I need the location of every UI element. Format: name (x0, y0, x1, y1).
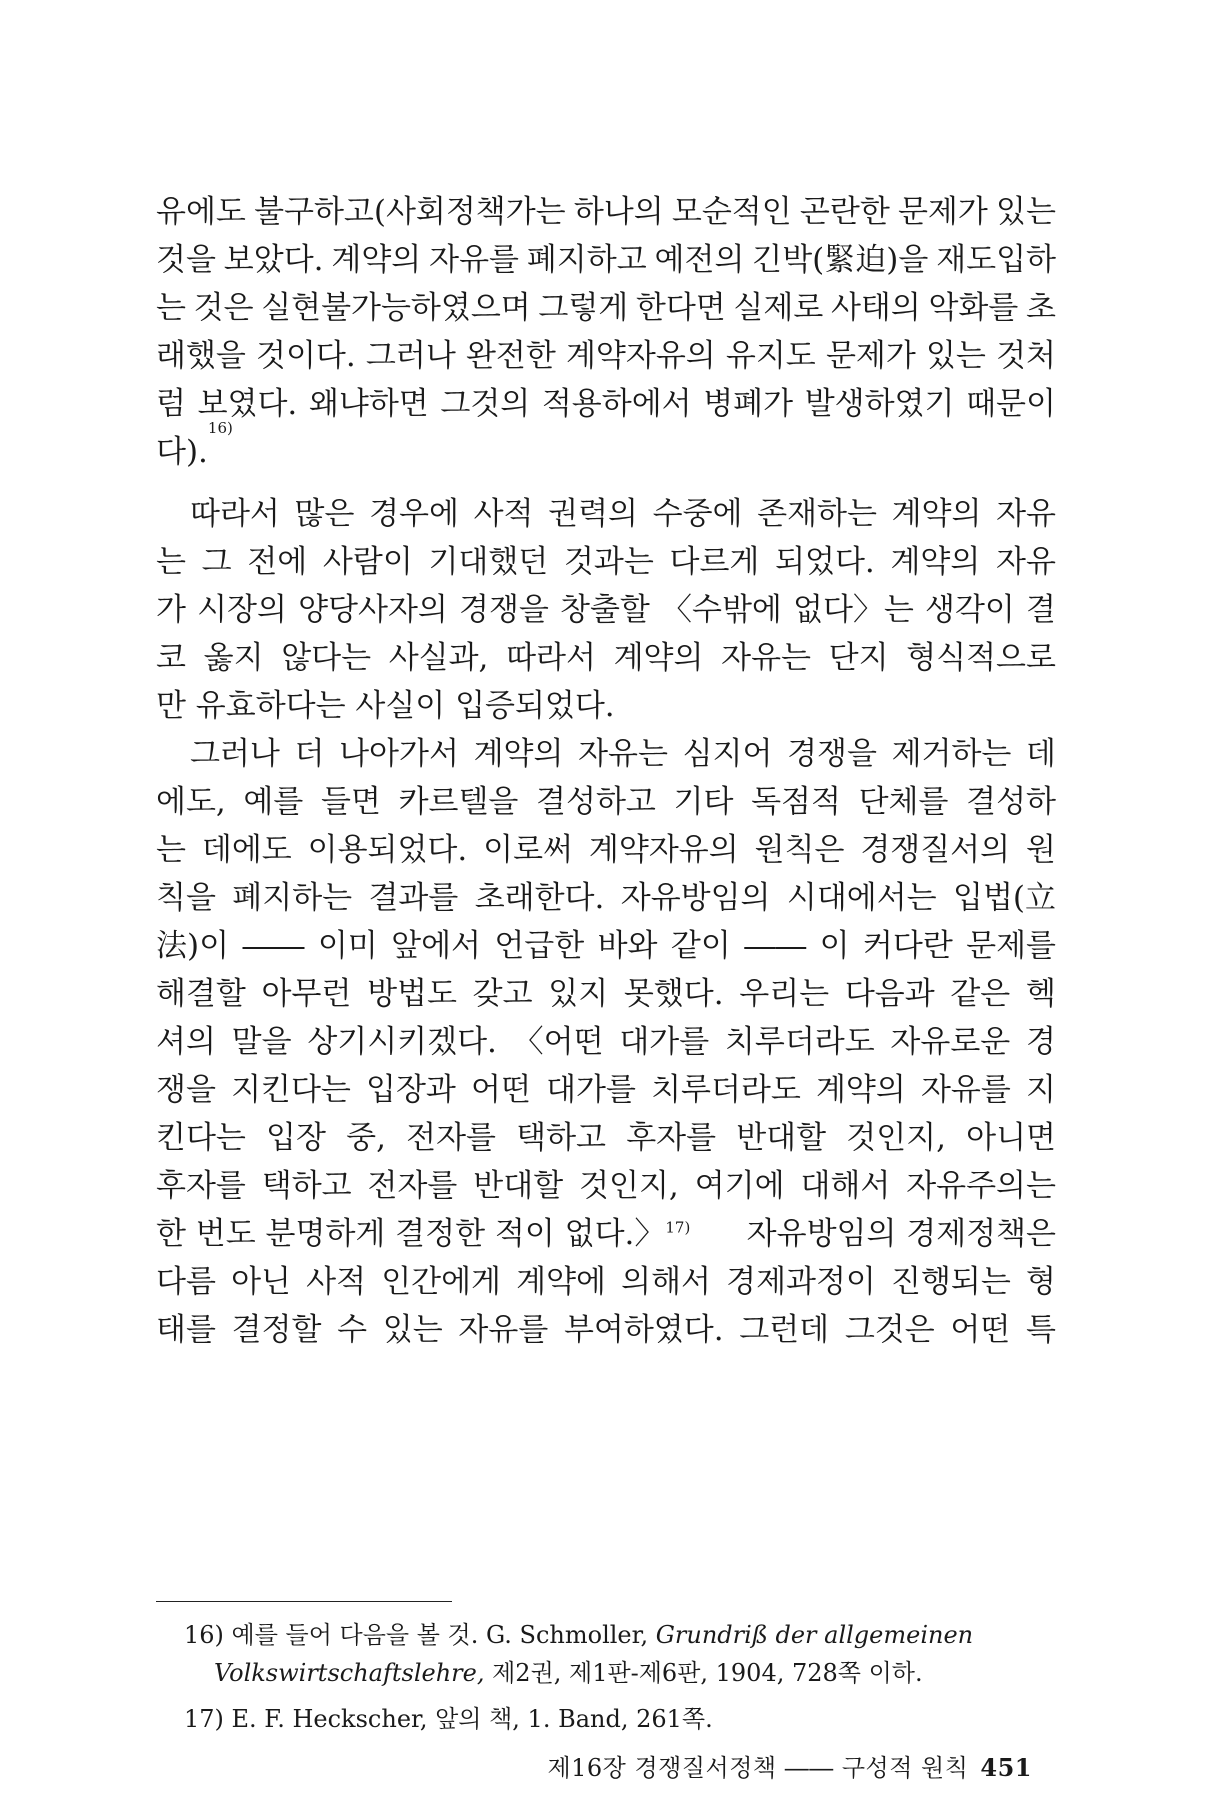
paragraph-2 (156, 490, 1056, 730)
text-line: 태를 결정할 수 있는 자유를 부여하였다. 그런데 그것은 어떤 특 (156, 1312, 1056, 1348)
footnote-16-cont (214, 1654, 1094, 1692)
text-line: 후자를 택하고 전자를 반대할 것인지, 여기에 대해서 자유주의는 (156, 1168, 1056, 1204)
text-line: 유에도 불구하고(사회정책가는 하나의 모순적인 곤란한 문제가 있는 (156, 194, 1056, 230)
footnote-ref-17: 17) (665, 1218, 691, 1237)
text-line: 래했을 것이다. 그러나 완전한 계약자유의 유지도 문제가 있는 것처 (156, 338, 1056, 374)
text-line: 다름 아닌 사적 인간에게 계약에 의해서 경제과정이 진행되는 형 (156, 1264, 1056, 1300)
footnote-rule (156, 1601, 452, 1602)
paragraph-1 (156, 188, 1056, 476)
text-fragment: 다). (156, 434, 208, 470)
text-line (156, 1210, 1056, 1258)
text-line: 는 데에도 이용되었다. 이로써 계약자유의 원칙은 경쟁질서의 원 (156, 832, 1056, 868)
paragraph-3 (156, 730, 1056, 1354)
page-number: 451 (980, 1753, 1032, 1782)
footnote-text: 제2권, 제1판-제6판, 1904, 728쪽 이하. (492, 1659, 923, 1687)
footnote-ref-16: 16) (207, 419, 233, 437)
text-line: 에도, 예를 들면 카르텔을 결성하고 기타 독점적 단체를 결성하 (156, 784, 1056, 820)
chapter-title: 제16장 경쟁질서정책 ―― 구성적 원칙 (547, 1754, 969, 1782)
text-line: 럼 보였다. 왜냐하면 그것의 적용하에서 병폐가 발생하였기 때문이 (156, 386, 1056, 422)
book-title: Grundriß der allgemeinen (655, 1621, 974, 1649)
footnote-text: 16) 예를 들어 다음을 볼 것. G. Schmoller, (184, 1621, 649, 1649)
book-title: Volkswirtschaftslehre, (214, 1659, 485, 1687)
running-footer (547, 1748, 1032, 1783)
text-line (156, 419, 1056, 476)
text-line: 쟁을 지킨다는 입장과 어떤 대가를 치루더라도 계약의 자유를 지 (156, 1072, 1056, 1108)
text-fragment (156, 1210, 690, 1258)
text-line: 는 것은 실현불가능하였으며 그렇게 한다면 실제로 사태의 악화를 초 (156, 290, 1056, 326)
text-line: 따라서 많은 경우에 사적 권력의 수중에 존재하는 계약의 자유 (190, 496, 1056, 532)
footnote-17: 17) E. F. Heckscher, 앞의 책, 1. Band, 261쪽. (184, 1705, 713, 1733)
text-line: 그러나 더 나아가서 계약의 자유는 심지어 경쟁을 제거하는 데 (190, 736, 1056, 772)
body-text (156, 188, 1056, 1354)
text-line: 해결할 아무런 방법도 갖고 있지 못했다. 우리는 다음과 같은 헥 (156, 976, 1056, 1012)
text-line: 것을 보았다. 계약의 자유를 폐지하고 예전의 긴박(緊迫)을 재도입하 (156, 242, 1056, 278)
text-line: 法)이 ―― 이미 앞에서 언급한 바와 같이 ―― 이 커다란 문제를 (156, 928, 1056, 964)
footnote-16 (184, 1616, 1064, 1654)
text-fragment: 자유방임의 경제정책은 (746, 1216, 1056, 1252)
text-line: 칙을 폐지하는 결과를 초래한다. 자유방임의 시대에서는 입법(立 (156, 880, 1056, 916)
text-line: 가 시장의 양당사자의 경쟁을 창출할 〈수밖에 없다〉는 생각이 결 (156, 592, 1056, 628)
text-line: 는 그 전에 사람이 기대했던 것과는 다르게 되었다. 계약의 자유 (156, 544, 1056, 580)
text-line: 셔의 말을 상기시키겠다. 〈어떤 대가를 치루더라도 자유로운 경 (156, 1024, 1056, 1060)
text-line: 킨다는 입장 중, 전자를 택하고 후자를 반대할 것인지, 아니면 (156, 1120, 1056, 1156)
text-fragment: 한 번도 분명하게 결정한 적이 없다.〉 (156, 1216, 666, 1252)
text-line: 만 유효하다는 사실이 입증되었다. (156, 688, 615, 724)
text-line: 코 옳지 않다는 사실과, 따라서 계약의 자유는 단지 형식적으로 (156, 640, 1056, 676)
